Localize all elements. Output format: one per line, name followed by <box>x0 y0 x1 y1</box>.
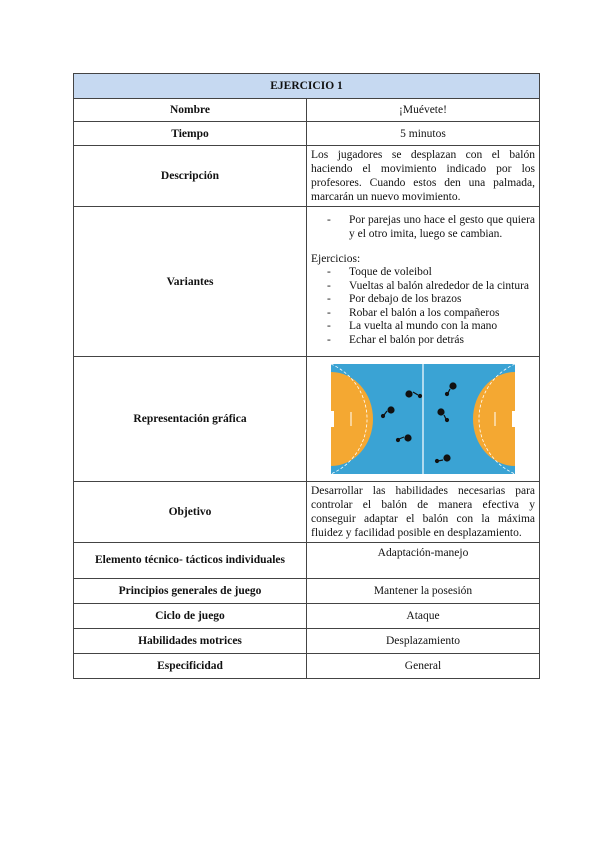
exercise-title: EJERCICIO 1 <box>74 74 540 99</box>
list-item: - Por debajo de los brazos <box>327 293 462 305</box>
row-objetivo <box>74 482 540 543</box>
principios-value: Mantener la posesión <box>307 579 540 604</box>
goal-left <box>331 411 334 427</box>
especificidad-label: Especificidad <box>74 654 307 679</box>
nombre-value: ¡Muévete! <box>307 99 540 122</box>
objetivo-label: Objetivo <box>74 482 307 543</box>
exercise-table <box>73 73 540 679</box>
row-ciclo <box>74 604 540 629</box>
court-cell <box>307 357 540 482</box>
ciclo-value: Ataque <box>307 604 540 629</box>
row-nombre <box>74 99 540 122</box>
variante-pairs: - Por parejas uno hace el gesto que quiera y el otro imita, luego se cambian. <box>327 214 535 240</box>
row-tiempo <box>74 122 540 146</box>
ejercicios-list <box>311 266 535 347</box>
especificidad-value: General <box>307 654 540 679</box>
row-variantes <box>74 207 540 357</box>
list-item: - La vuelta al mundo con la mano <box>327 320 498 332</box>
list-item: - Toque de voleibol <box>327 266 432 278</box>
ejercicios-label: Ejercicios: <box>311 253 361 265</box>
habilidades-label: Habilidades motrices <box>74 629 307 654</box>
goal-right <box>512 411 515 427</box>
row-principios <box>74 579 540 604</box>
objetivo-value: Desarrollar las habilidades necesarias para controlar el balón de manera efectiva y conseguir adaptar el balón con la máxima fluidez y facilidad posible en desplazamiento. <box>307 482 540 543</box>
row-representacion <box>74 357 540 482</box>
tiempo-label: Tiempo <box>74 122 307 146</box>
list-item: - Vueltas al balón alrededor de la cintura <box>327 279 530 292</box>
list-item: - Echar el balón por detrás <box>327 333 464 346</box>
row-descripcion <box>74 146 540 207</box>
tiempo-value: 5 minutos <box>307 122 540 146</box>
row-especificidad <box>74 654 540 679</box>
row-elemento <box>74 543 540 579</box>
ciclo-label: Ciclo de juego <box>74 604 307 629</box>
representacion-label: Representación gráfica <box>74 357 307 482</box>
handball-court-diagram <box>331 364 515 474</box>
principios-label: Principios generales de juego <box>74 579 307 604</box>
descripcion-value: Los jugadores se desplazan con el balón haciendo el movimiento indicado por los profesores. Cuando estos den una palmada, marcarán un nuevo movimiento. <box>307 146 540 207</box>
elemento-value: Adaptación-manejo <box>307 543 540 579</box>
list-item: - Robar el balón a los compañeros <box>327 306 500 319</box>
descripcion-label: Descripción <box>74 146 307 207</box>
row-habilidades <box>74 629 540 654</box>
variantes-label: Variantes <box>74 207 307 357</box>
variantes-content <box>307 207 540 357</box>
habilidades-value: Desplazamiento <box>307 629 540 654</box>
nombre-label: Nombre <box>74 99 307 122</box>
elemento-label: Elemento técnico- tácticos individuales <box>74 543 307 579</box>
title-row <box>74 74 540 99</box>
